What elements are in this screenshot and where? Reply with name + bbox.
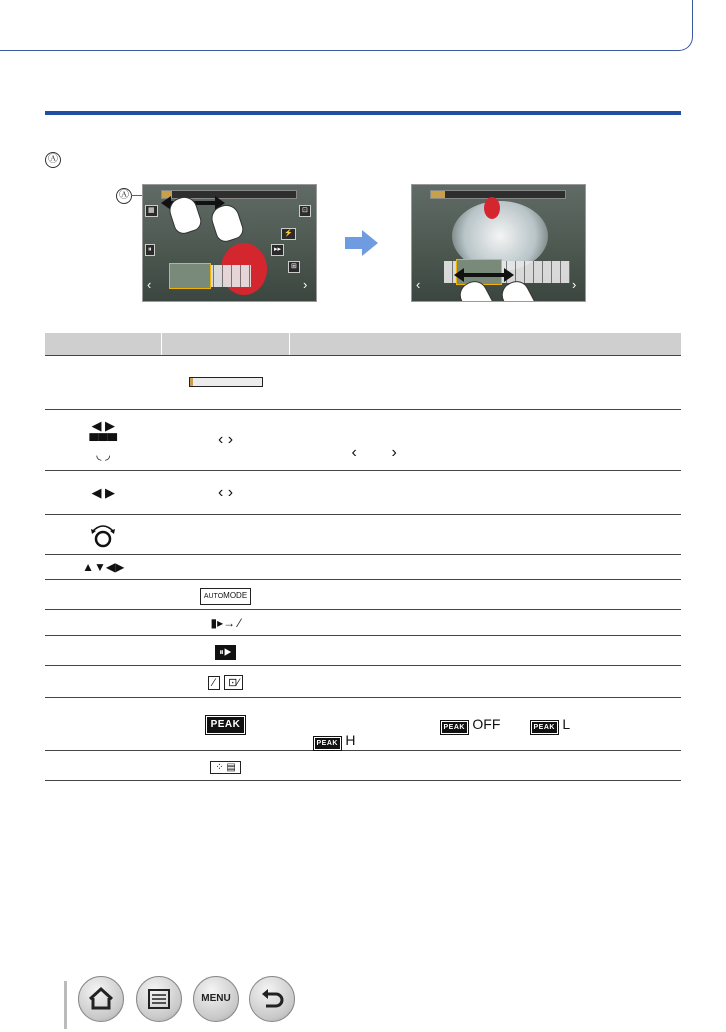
- right-chevron-icon: ›: [391, 444, 397, 461]
- control-dial-icon: ▀▀▀ ◟ ◞: [89, 433, 118, 462]
- contents-button[interactable]: [136, 976, 182, 1022]
- fn1-frame-icon: ▸▸: [271, 244, 284, 256]
- prev-arrow-icon: ‹: [147, 277, 152, 292]
- row-description: [290, 471, 682, 515]
- next-arrow-icon: ›: [303, 277, 308, 292]
- balloon-image: [484, 197, 500, 219]
- section-rule: [45, 111, 681, 115]
- row-description: [290, 636, 682, 666]
- menu-label: MENU: [201, 993, 231, 1004]
- left-right-chevrons-icon[interactable]: ‹ ›: [217, 431, 234, 448]
- list-icon: [137, 977, 181, 1021]
- table-row: [45, 636, 681, 666]
- auto-mode-icon[interactable]: AUTOMODE: [200, 588, 251, 605]
- row-description: [290, 666, 682, 698]
- nav-divider: [64, 981, 67, 1029]
- callout-a-legend: Ⓐ: [45, 152, 61, 168]
- selected-frames: [169, 263, 211, 289]
- header-description: [290, 333, 682, 356]
- left-right-chevrons-icon[interactable]: ‹ ›: [217, 483, 234, 501]
- delete-focus-icon: ⊡: [299, 205, 311, 217]
- pause-play-icon[interactable]: ⏸▶: [215, 645, 236, 660]
- table-row: [45, 515, 681, 555]
- row-col1: [45, 356, 162, 410]
- focus-display-icon: ⊞: [288, 261, 300, 273]
- row-col1: [45, 636, 162, 666]
- row-description: [290, 555, 682, 580]
- delete-focus-icon[interactable]: ⊡⁄: [224, 675, 243, 690]
- position-bar: [430, 190, 566, 199]
- screen-before: [142, 184, 317, 302]
- row-col1: [45, 580, 162, 610]
- row-description: [290, 580, 682, 610]
- table-row: [45, 410, 681, 471]
- table-row: [45, 666, 681, 698]
- row-description: [290, 356, 682, 410]
- row-col2: [162, 555, 290, 580]
- table-row: [45, 580, 681, 610]
- next-arrow-icon: ›: [572, 277, 577, 292]
- home-button[interactable]: [78, 976, 124, 1022]
- row-col2: [162, 515, 290, 555]
- left-chevron-icon: ‹: [351, 444, 357, 461]
- set-focus-icon[interactable]: ⁄: [208, 676, 220, 690]
- left-right-arrows-icon: ◀ ▶: [91, 484, 116, 500]
- peak-off-option: PEAK OFF: [441, 716, 501, 734]
- row-description: [290, 751, 682, 781]
- frame-to-focus-icon[interactable]: ▮▸→ ⁄: [210, 615, 241, 630]
- operation-table: [45, 333, 681, 781]
- page-header-frame: [0, 0, 693, 51]
- peak-high-option: PEAK H: [314, 732, 356, 750]
- peak-icon[interactable]: PEAK: [206, 716, 246, 734]
- row-col1: [45, 610, 162, 636]
- row-col1: [45, 698, 162, 751]
- row-description: [290, 610, 682, 636]
- callout-a-marker: Ⓐ: [116, 188, 132, 204]
- drag-arrow-icon: [464, 273, 504, 277]
- row-description: [290, 515, 682, 555]
- table-row: [45, 610, 681, 636]
- prev-arrow-icon: ‹: [416, 277, 421, 292]
- table-header-row: [45, 333, 681, 356]
- peak-icon: ▦: [145, 205, 158, 217]
- back-arrow-icon: [250, 977, 294, 1021]
- rear-dial-icon: [88, 520, 118, 550]
- table-row: [45, 698, 681, 751]
- header-touch-operation: [162, 333, 290, 356]
- table-row: [45, 751, 681, 781]
- back-button[interactable]: [249, 976, 295, 1022]
- peak-low-option: PEAK L: [531, 716, 571, 734]
- screen-after: [411, 184, 586, 302]
- focus-display-icon[interactable]: ⁘ ▤: [210, 761, 241, 774]
- home-icon: [79, 977, 123, 1021]
- finger-icon: [166, 194, 204, 237]
- auto-mode-icon: ⚡: [281, 228, 296, 240]
- left-right-arrows-icon: ◀ ▶: [91, 418, 116, 433]
- fn2-pause-icon: ⏸: [145, 244, 155, 256]
- header-button-operation: [45, 333, 162, 356]
- row-col1: [45, 666, 162, 698]
- table-row: [45, 471, 681, 515]
- table-row: [45, 555, 681, 580]
- row-col1: [45, 751, 162, 781]
- four-way-arrows-icon: ▲▼◀▶: [82, 560, 125, 574]
- finger-icon: [208, 202, 246, 245]
- menu-button[interactable]: [193, 976, 239, 1022]
- position-bar-icon[interactable]: [189, 377, 263, 387]
- table-row: [45, 356, 681, 410]
